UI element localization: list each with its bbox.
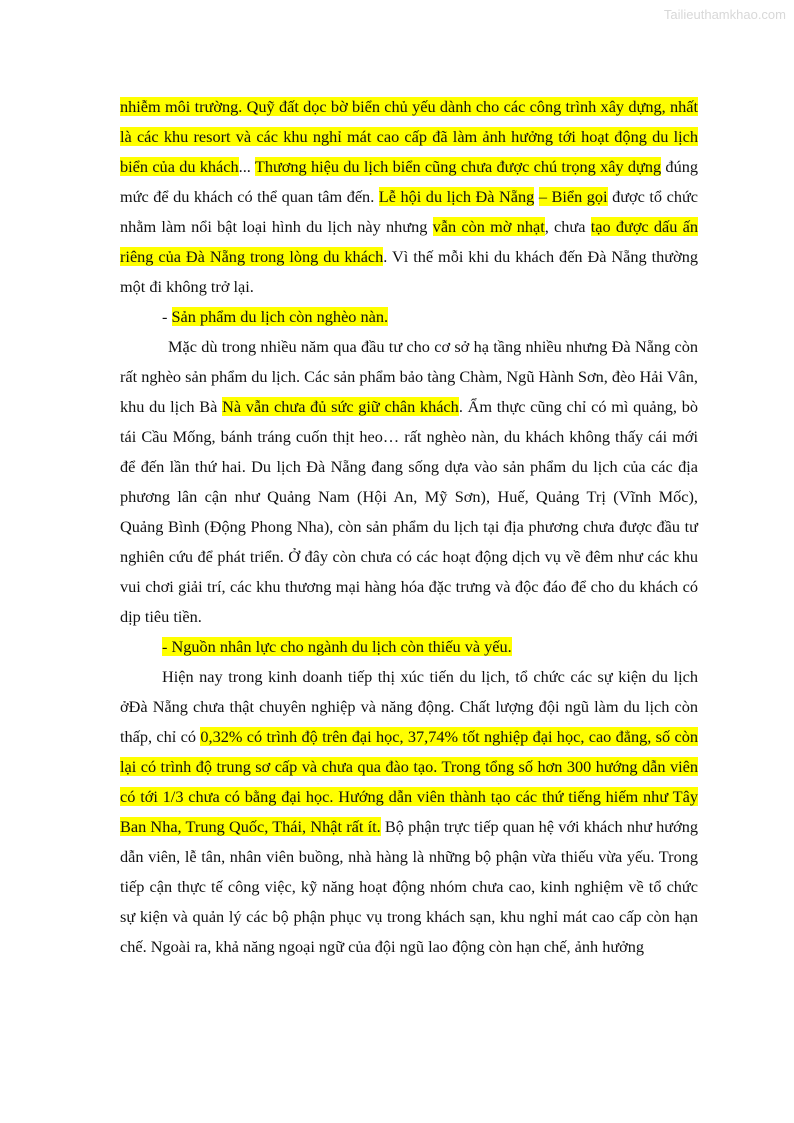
text-run: Mặc dù trong nhiều năm qua đầu tư cho cơ sở hạ tầng nhiều nhưng Đà Nẵng còn rất nghèo sản phẩm du lịch. Các sản phẩm bảo tàng Chàm, Ngũ Hành Sơn, đèo Hải Vân, khu du lịch Bà	[120, 337, 698, 416]
text-run: . Ẩm thực cũng chỉ có mì quảng, bò tái Cầu Mống, bánh tráng cuốn thịt heo… rất nghèo nàn, du khách không thấy cái mới để đến lần thứ hai. Du lịch Đà Nẵng đang sống dựa vào sản phẩm du lịch của các địa phương lân cận như Quảng Nam (Hội An, Mỹ Sơn), Huế, Quảng Trị (Vĩnh Mốc), Quảng Bình (Động Phong Nha), còn sản phẩm du lịch tại địa phương chưa được đầu tư nghiên cứu để phát triển. Ở đây còn chưa có các hoạt động dịch vụ về đêm như các khu vui chơi giải trí, các khu thương mại hàng hóa đặc trưng và độc đáo để cho du khách có dịp tiêu tiền.	[120, 397, 699, 626]
highlighted-text: vẫn còn mờ nhạt	[432, 217, 545, 236]
highlighted-text: – Biển gọi	[538, 187, 608, 206]
text-run: Hiện nay trong kinh doanh tiếp thị xúc tiến du lịch, tổ chức các sự kiện du lịch ởĐà Nẵng chưa thật chuyên nghiệp và năng động. Chất lượng đội ngũ làm du lịch còn thấp, chỉ có	[120, 667, 698, 746]
document-page	[120, 92, 698, 962]
text-run: , chưa	[544, 217, 591, 236]
heading-poor-products	[120, 302, 698, 332]
text-run: được tổ chức nhằm làm nổi bật loại hình du lịch này nhưng	[120, 187, 699, 236]
text-run: ...	[238, 157, 255, 176]
highlighted-text: - Nguồn nhân lực cho ngành du lịch còn thiếu và yếu.	[162, 637, 512, 656]
highlighted-text: nhiễm môi trường. Quỹ đất dọc bờ biển chủ yếu dành cho các công trình xây dựng, nhất là các khu resort và các khu nghỉ mát cao cấp đã làm ảnh hưởng tới hoạt động du lịch	[120, 97, 698, 146]
highlighted-text: Thương hiệu du lịch biển cũng chưa được chú trọng xây dựng	[254, 157, 662, 176]
text-run: -	[162, 307, 172, 326]
text-run: đúng mức để du khách có thể quan tâm đến.	[120, 157, 698, 206]
heading-human-resources	[120, 632, 698, 662]
watermark: Tailieuthamkhao.com	[663, 7, 786, 22]
text-run: . Vì thế mỗi khi du khách đến Đà Nẵng thường một đi không trở lại.	[120, 247, 698, 296]
highlighted-text: Sản phẩm du lịch còn nghèo nàn.	[171, 307, 389, 326]
text-run: Bộ phận trực tiếp quan hệ với khách như hướng dẫn viên, lễ tân, nhân viên buồng, nhà hàng là những bộ phận vừa thiếu vừa yếu. Trong tiếp cận thực tế công việc, kỹ năng hoạt động nhóm chưa cao, kinh nghiệm về tổ chức sự kiện và quản lý các bộ phận phục vụ trong khách sạn, khu nghỉ mát cao cấp còn hạn chế. Ngoài ra, khả năng ngoại ngữ của đội ngũ lao động còn hạn chế, ảnh hưởng	[120, 817, 698, 956]
highlighted-text: Nà vẫn chưa đủ sức giữ chân khách	[222, 397, 459, 416]
paragraph-coastal-tourism	[120, 92, 698, 302]
paragraph-poor-products	[120, 332, 698, 632]
highlighted-text: 0,32% có trình độ trên đại học, 37,74% tốt nghiệp đại học, cao đẳng, số còn lại có trình độ trung sơ cấp và chưa qua đào tạo. Trong tổng số hơn 300 hướng dẫn viên có tới 1/3 chưa có bằng đại học. Hướng dẫn viên thành tạo các thứ tiếng hiếm như Tây Ban Nha, Trung Quốc, Thái, Nhật rất ít.	[120, 727, 699, 836]
highlighted-text: biển của du khách	[120, 157, 239, 176]
highlighted-text: tạo được dấu ấn riêng của Đà Nẵng trong lòng du khách	[120, 217, 699, 266]
paragraph-human-resources	[120, 662, 698, 962]
highlighted-text: Lễ hội du lịch Đà Nẵng	[378, 187, 535, 206]
